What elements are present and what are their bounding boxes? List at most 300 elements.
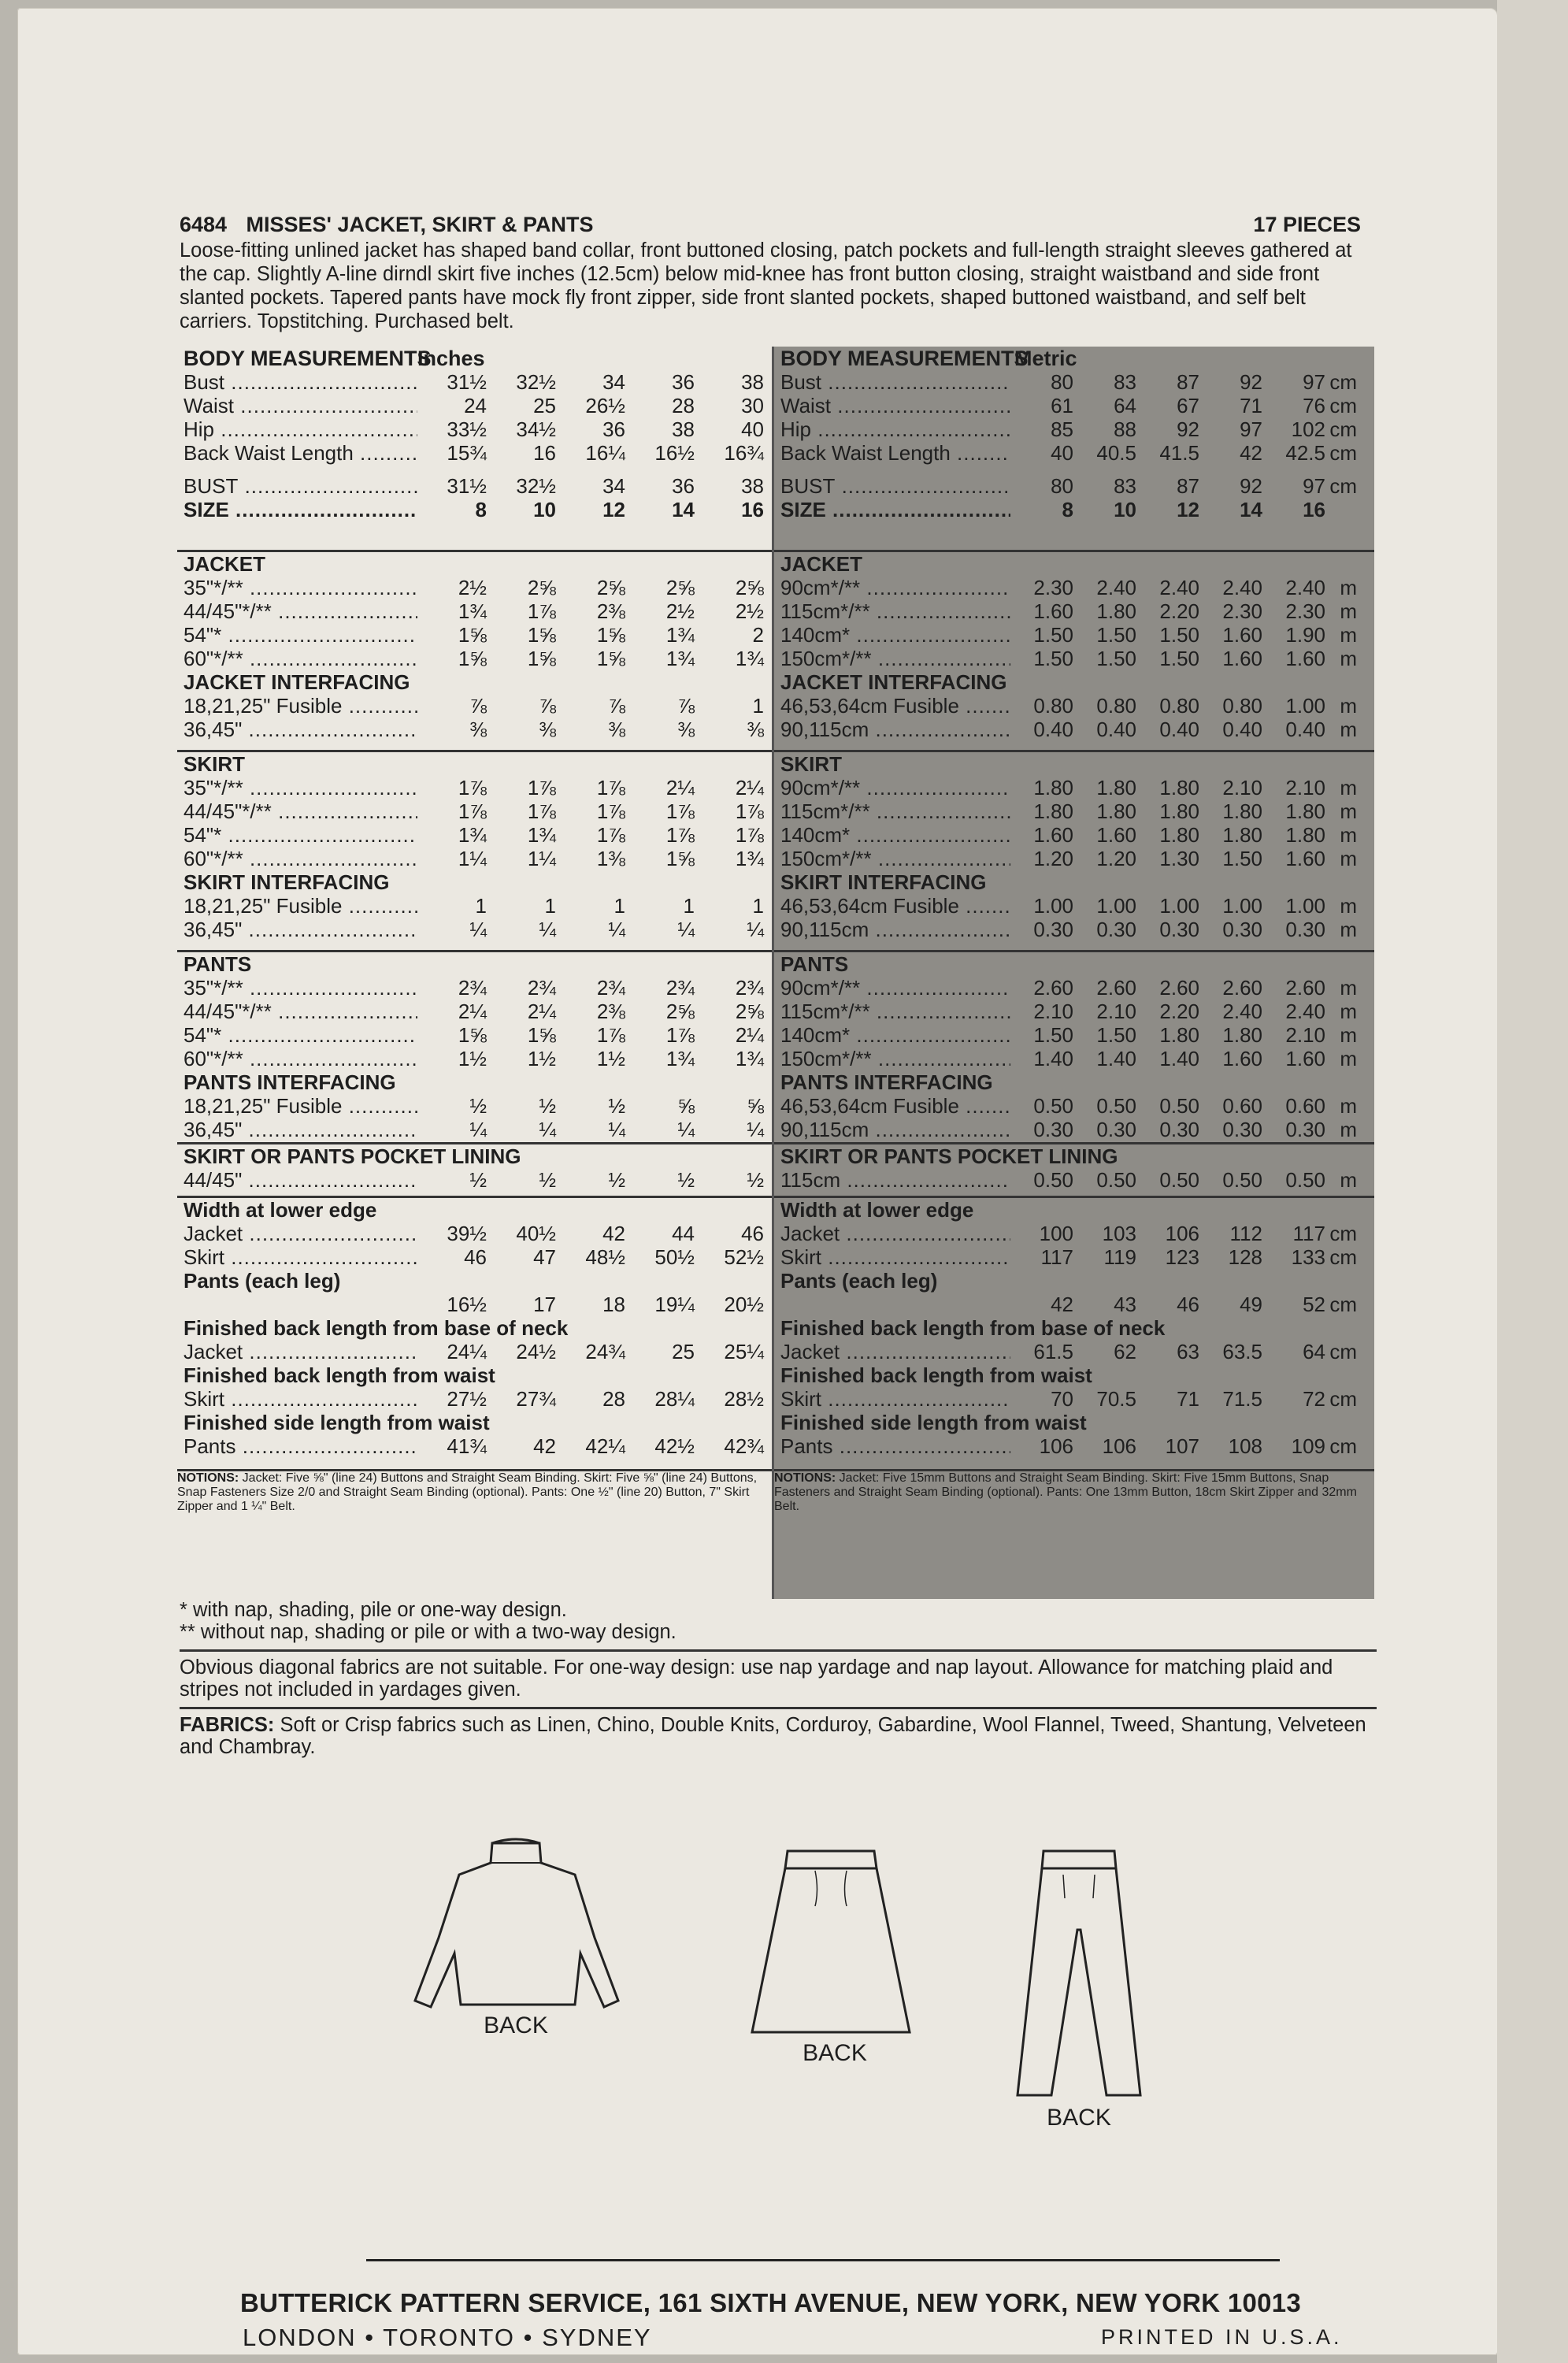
row-value: 102 [1291,417,1325,441]
row-value: 70 [1051,1387,1073,1411]
row-value: 1⅞ [665,823,695,847]
row-value: 2.10 [1285,1023,1325,1047]
row-value: 14 [1240,498,1262,521]
row-value: 16¾ [724,441,764,465]
row-value: 0.60 [1222,1094,1262,1118]
row-label: 44/45"*/** ..... [177,799,417,823]
footer-rule [366,2259,1280,2261]
row-value: 0.30 [1096,1118,1136,1141]
row-value: 1¼ [527,847,556,870]
measure-row [177,1118,776,1141]
without-nap-footnote: ** without nap, shading or pile or with a two-way design. [180,1621,677,1643]
row-value: 2.40 [1222,1000,1262,1023]
row-label: Jacket ..... [177,1340,417,1363]
row-value: 117 [1292,1222,1325,1245]
row-label: 90cm*/** ..... [774,976,1010,1000]
row-value: 1⅞ [665,799,695,823]
row-value: 46 [464,1245,487,1269]
measure-row [774,1118,1374,1141]
row-value: 34 [602,474,625,498]
pattern-service-cities: LONDON • TORONTO • SYDNEY [243,2324,652,2351]
row-value: 24 [464,394,487,417]
row-value: 97 [1303,474,1325,498]
fabrics-title: FABRICS: [180,1714,275,1736]
row-value: 8 [1062,498,1073,521]
finished-section [774,1196,1374,1458]
row-value: ¼ [677,1118,695,1141]
row-label: Skirt ..... [177,1387,417,1411]
row-value: 1.80 [1033,799,1073,823]
measure-row [177,1434,776,1458]
row-label: 115cm*/** ..... [774,1000,1010,1023]
width-title: Width at lower edge [780,1198,974,1222]
row-value: ⅞ [469,694,487,718]
row-value: 39½ [447,1222,487,1245]
row-value: 1⅝ [596,623,625,647]
row-value: 49 [1240,1293,1262,1316]
row-label: 140cm* ..... [774,823,1010,847]
row-value: 2.40 [1159,576,1199,599]
row-value: 1¾ [458,599,487,623]
row-value: 0.30 [1285,1118,1325,1141]
skirt-section [774,750,1374,941]
measure-row [177,776,776,799]
row-value: 97 [1240,417,1262,441]
row-unit: m [1340,599,1357,623]
pants-leg-row [177,1293,776,1316]
finished-neck-title: Finished back length from base of neck [183,1316,569,1340]
row-value: 2.10 [1096,1000,1136,1023]
row-value: 2.60 [1159,976,1199,1000]
row-value: 25 [672,1340,695,1363]
body-header [774,347,1374,370]
row-value: 0.40 [1033,718,1073,741]
notions-title: NOTIONS: [774,1471,836,1485]
row-value: 25 [533,394,556,417]
row-value: 92 [1177,417,1199,441]
measure-row [774,576,1374,599]
row-value: 1.00 [1033,894,1073,918]
row-value: 1.20 [1033,847,1073,870]
row-value: 1.80 [1159,776,1199,799]
row-value: 0.50 [1096,1168,1136,1192]
row-value: 1¾ [665,623,695,647]
notions-section [774,1469,1374,1514]
measure-row [774,474,1374,498]
row-value: 63.5 [1222,1340,1262,1363]
row-value: ¼ [469,918,487,941]
row-value: 1 [613,894,625,918]
row-value: 0.30 [1222,918,1262,941]
row-unit: cm [1329,441,1357,465]
row-value: 0.80 [1222,694,1262,718]
row-label: 140cm* ..... [774,1023,1010,1047]
pants-section [177,950,776,1141]
row-label: Waist ..... [774,394,1010,417]
row-value: 2¼ [665,776,695,799]
row-label: 115cm ..... [774,1168,1010,1192]
measure-row [774,918,1374,941]
row-unit: m [1340,576,1357,599]
row-label: Skirt ..... [177,1245,417,1269]
row-value: 88 [1114,417,1136,441]
row-label: 18,21,25" Fusible ..... [177,1094,417,1118]
row-value: 41.5 [1159,441,1199,465]
row-value: ½ [539,1168,556,1192]
measure-row [177,1094,776,1118]
row-value: 1 [544,894,556,918]
row-label: Hip ..... [177,417,417,441]
row-value: 16½ [654,441,695,465]
row-value: ⅞ [608,694,625,718]
measure-row [177,1000,776,1023]
row-value: 1.60 [1096,823,1136,847]
pants-leg-row [774,1293,1374,1316]
row-value: ¼ [747,918,764,941]
row-value: 2¾ [665,976,695,1000]
row-value: 1.90 [1285,623,1325,647]
row-value: 1⅝ [527,647,556,670]
pants-leg-title: Pants (each leg) [780,1269,938,1293]
measure-row [177,1023,776,1047]
row-value: 42 [602,1222,625,1245]
row-value: ¼ [677,918,695,941]
row-label: BUST ..... [177,474,417,498]
row-value: 1⅝ [458,647,487,670]
row-value: 1.80 [1033,776,1073,799]
row-value: 1.20 [1096,847,1136,870]
row-unit: m [1340,1094,1357,1118]
row-value: ½ [608,1168,625,1192]
row-value: 47 [533,1245,556,1269]
row-value: 1.80 [1159,799,1199,823]
row-label: 150cm*/** ..... [774,647,1010,670]
row-value: 71.5 [1222,1387,1262,1411]
row-value: 16 [741,498,764,521]
row-value: 2.30 [1285,599,1325,623]
row-value: 85 [1051,417,1073,441]
row-value: 2½ [735,599,764,623]
row-value: 1⅝ [596,647,625,670]
measure-row [774,370,1374,394]
row-value: ¼ [608,918,625,941]
row-value: 1⅞ [527,799,556,823]
row-unit: cm [1329,1387,1357,1411]
row-value: 1¾ [735,847,764,870]
row-value: 1 [475,894,487,918]
row-value: 112 [1229,1222,1262,1245]
measure-row [774,1000,1374,1023]
skirt-back-label: BACK [803,2040,867,2066]
row-value: 61 [1051,394,1073,417]
row-value: 1¾ [527,823,556,847]
row-value: 28 [602,1387,625,1411]
row-value: ½ [469,1094,487,1118]
row-value: 1.80 [1222,823,1262,847]
row-label: 44/45"*/** ..... [177,1000,417,1023]
row-value: 2⅝ [735,1000,764,1023]
row-value: 109 [1291,1434,1325,1458]
row-unit: m [1340,799,1357,823]
row-value: 10 [1114,498,1136,521]
row-value: 0.30 [1159,918,1199,941]
row-value: 28¼ [654,1387,695,1411]
row-unit: cm [1329,1222,1357,1245]
row-value: 25¼ [724,1340,764,1363]
pattern-header [180,213,1361,333]
row-value: 42½ [654,1434,695,1458]
row-value: 24½ [516,1340,556,1363]
row-value: 36 [672,370,695,394]
row-value: 1.00 [1222,894,1262,918]
row-value: 71 [1240,394,1262,417]
row-value: 42 [1051,1293,1073,1316]
measure-row [774,894,1374,918]
pieces-count: 17 PIECES [1253,213,1361,236]
measure-row [774,776,1374,799]
row-unit: m [1340,623,1357,647]
row-value: 1.60 [1285,847,1325,870]
row-value: 1.50 [1096,1023,1136,1047]
row-unit: m [1340,976,1357,1000]
row-value: 106 [1165,1222,1199,1245]
row-value: ⅞ [539,694,556,718]
row-value: 63 [1177,1340,1199,1363]
body-header [177,347,776,370]
row-value: 2.40 [1222,576,1262,599]
row-value: ¼ [539,918,556,941]
row-value: 0.40 [1096,718,1136,741]
diagonal-note: Obvious diagonal fabrics are not suitable. For one-way design: use nap yardage and nap layout. Allowance for matching plaid and stripes not included in yardages given. [180,1649,1377,1701]
row-value: 1.50 [1096,623,1136,647]
row-label: 18,21,25" Fusible ..... [177,894,417,918]
row-label: Skirt ..... [774,1245,1010,1269]
row-label: Bust ..... [177,370,417,394]
measure-row [177,599,776,623]
row-value: 19¼ [654,1293,695,1316]
row-value: 80 [1051,370,1073,394]
measure-row [774,1168,1374,1192]
inches-column [177,347,776,1599]
measure-row [774,847,1374,870]
row-value: 0.80 [1033,694,1073,718]
row-value: 1⅝ [458,1023,487,1047]
body-section [177,347,776,521]
row-value: 1¾ [665,1047,695,1070]
row-value: 30 [741,394,764,417]
row-value: 87 [1177,474,1199,498]
row-label: 46,53,64cm Fusible ..... [774,894,1010,918]
row-value: 44 [672,1222,695,1245]
row-value: 15¾ [447,441,487,465]
row-unit: m [1340,1118,1357,1141]
row-value: 0.50 [1222,1168,1262,1192]
row-value: 34 [602,370,625,394]
row-value: 83 [1114,370,1136,394]
row-unit: m [1340,1023,1357,1047]
row-value: 2.30 [1033,576,1073,599]
fabrics-note [180,1707,1377,1758]
row-label: 150cm*/** ..... [774,1047,1010,1070]
measure-row [177,1245,776,1269]
title-row [180,213,1361,237]
row-value: 2⅝ [665,1000,695,1023]
measure-row [177,417,776,441]
measure-row [774,1047,1374,1070]
jacket-interfacing-title: JACKET INTERFACING [183,670,410,694]
row-value: 38 [741,474,764,498]
measure-row [177,474,776,498]
row-value: 117 [1040,1245,1073,1269]
skirt-title: SKIRT [183,752,245,776]
skirt-back-sketch [736,1843,933,2072]
row-value: 32½ [516,370,556,394]
body-title: BODY MEASUREMENTS [183,347,432,370]
row-value: 2.10 [1285,776,1325,799]
row-value: ½ [539,1094,556,1118]
measure-row [177,498,776,521]
row-label: Back Waist Length ..... [177,441,417,465]
row-value: ¼ [469,1118,487,1141]
row-value: 16 [1303,498,1325,521]
row-label: 44/45"*/** ..... [177,599,417,623]
row-value: 43 [1114,1293,1136,1316]
row-unit: m [1340,918,1357,941]
row-value: 50½ [654,1245,695,1269]
row-value: 1.80 [1096,776,1136,799]
measure-row [774,976,1374,1000]
row-value: 0.40 [1285,718,1325,741]
measure-row [774,1245,1374,1269]
row-value: 123 [1165,1245,1199,1269]
row-value: 1⅞ [596,1023,625,1047]
row-label: 60"*/** ..... [177,847,417,870]
body-title: BODY MEASUREMENTS [780,347,1029,370]
measure-row [177,370,776,394]
measure-row [774,1222,1374,1245]
row-value: 12 [602,498,625,521]
row-value: ¼ [747,1118,764,1141]
jacket-back-label: BACK [484,2012,548,2038]
row-value: 1.80 [1159,823,1199,847]
units-label: Inches [417,347,485,370]
row-value: 1.60 [1033,823,1073,847]
row-unit: cm [1329,1293,1357,1316]
units-label: Metric [1014,347,1077,370]
row-value: ½ [677,1168,695,1192]
row-value: 24¼ [447,1340,487,1363]
row-value: 1½ [527,1047,556,1070]
row-value: 1.50 [1222,847,1262,870]
jacket-section [177,550,776,741]
row-value: 1.50 [1033,647,1073,670]
row-value: 0.30 [1033,1118,1073,1141]
pants-title: PANTS [183,952,252,976]
row-value: 2⅜ [596,599,625,623]
row-label: Jacket ..... [177,1222,417,1245]
row-label: 90cm*/** ..... [774,776,1010,799]
jacket-back-sketch [398,1827,634,2048]
row-unit: m [1340,823,1357,847]
row-value: 0.30 [1159,1118,1199,1141]
row-value: 107 [1165,1434,1199,1458]
row-value: 0.50 [1159,1168,1199,1192]
row-value: 46 [1177,1293,1199,1316]
measure-row [774,394,1374,417]
row-label: Skirt ..... [774,1387,1010,1411]
row-value: 2⅝ [665,576,695,599]
row-value: 40.5 [1096,441,1136,465]
row-value: 1.60 [1222,647,1262,670]
row-value: ½ [747,1168,764,1192]
row-value: 24¾ [585,1340,625,1363]
row-label: 60"*/** ..... [177,1047,417,1070]
row-value: 0.60 [1285,1094,1325,1118]
lining-section [774,1142,1374,1192]
row-value: 1.50 [1159,623,1199,647]
row-value: 108 [1228,1434,1262,1458]
measure-row [177,918,776,941]
row-value: 1⅞ [458,799,487,823]
row-value: 1⅞ [735,799,764,823]
row-label: 44/45" ..... [177,1168,417,1192]
row-value: 42¼ [585,1434,625,1458]
row-value: 1⅞ [596,799,625,823]
yardage-table [177,347,1374,1599]
row-value: 36 [602,417,625,441]
row-label: 90,115cm ..... [774,718,1010,741]
row-value: 2.20 [1159,599,1199,623]
pants-title: PANTS [780,952,849,976]
row-value: 2¾ [527,976,556,1000]
row-unit: cm [1329,370,1357,394]
pants-back-sketch [1008,1843,1150,2135]
pants-interfacing-title: PANTS INTERFACING [780,1070,993,1094]
row-value: 16½ [447,1293,487,1316]
measure-row [177,799,776,823]
printed-in: PRINTED IN U.S.A. [1101,2325,1343,2349]
measure-row [774,1094,1374,1118]
row-label: 35"*/** ..... [177,576,417,599]
row-value: 80 [1051,474,1073,498]
spacer [177,465,776,474]
row-value: 0.30 [1096,918,1136,941]
row-value: 46 [741,1222,764,1245]
row-value: 1¾ [665,647,695,670]
row-value: 1.40 [1033,1047,1073,1070]
row-unit: m [1340,894,1357,918]
row-value: 2.10 [1222,776,1262,799]
row-value: 2.60 [1285,976,1325,1000]
pants-section [774,950,1374,1141]
measure-row [774,441,1374,465]
row-label: SIZE ..... [774,498,1010,521]
row-value: 106 [1039,1434,1073,1458]
row-value: 1.50 [1096,647,1136,670]
row-value: 52 [1303,1293,1325,1316]
row-value: 2.20 [1159,1000,1199,1023]
row-value: 52½ [724,1245,764,1269]
measure-row [177,1340,776,1363]
row-value: 38 [672,417,695,441]
row-value: 0.30 [1033,918,1073,941]
pattern-description: Loose-fitting unlined jacket has shaped band collar, front buttoned closing, patch pockets and full-length straight sleeves gathered at the cap. Slightly A-line dirndl skirt five inches (12.5cm) below mid-knee has front button closing, straight waistband and side front slanted pockets. Tapered pants have mock fly front zipper, side front slanted pockets, shaped buttoned waistband, and self belt carriers. Topstitching. Purchased belt. [180,239,1352,332]
row-unit: m [1340,1000,1357,1023]
row-label: 36,45" ..... [177,1118,417,1141]
notions-section [177,1469,776,1514]
row-value: ⅜ [539,718,556,741]
pants-interfacing-title: PANTS INTERFACING [183,1070,396,1094]
